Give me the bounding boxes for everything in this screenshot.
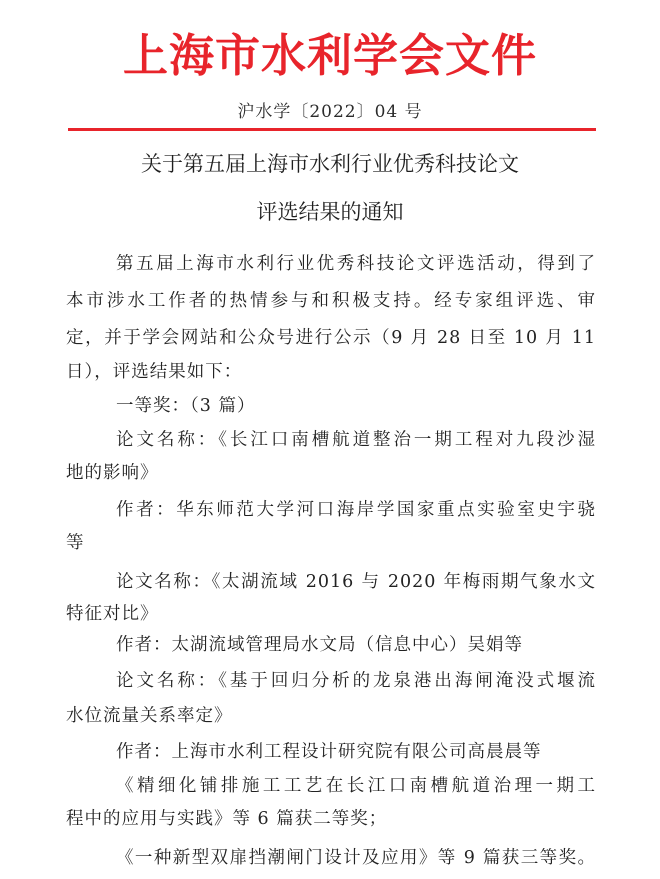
paper-title-line: 特征对比》: [66, 604, 159, 624]
intro-paragraph-line: 日），评选结果如下：: [66, 362, 243, 382]
intro-paragraph-line: 本市涉水工作者的热情参与和积极支持。经专家组评选、审: [66, 291, 596, 311]
issuer-header-title: 上海市水利学会文件: [122, 29, 537, 82]
notice-title-line-1: 关于第五届上海市水利行业优秀科技论文: [141, 152, 519, 176]
paper-author-line: 作者：上海市水利工程设计研究院有限公司高晨晨等: [116, 742, 542, 762]
paper-title-line: 论文名称：《太湖流域 2016 与 2020 年梅雨期气象水文: [116, 572, 596, 592]
paper-title-line: 论文名称：《长江口南槽航道整治一期工程对九段沙湿: [116, 430, 596, 450]
notice-title-line-2: 评选结果的通知: [256, 200, 404, 224]
paper-author-line: 作者：太湖流域管理局水文局（信息中心）吴娟等: [116, 635, 523, 655]
third-prize-line: 《一种新型双扉挡潮闸门设计及应用》等 9 篇获三等奖。: [116, 848, 596, 868]
intro-paragraph-line: 定，并于学会网站和公众号进行公示（9 月 28 日至 10 月 11: [66, 328, 596, 348]
paper-title-line: 水位流量关系率定》: [66, 706, 233, 726]
document-number: 沪水学〔2022〕04 号: [237, 102, 423, 122]
red-divider-line: [68, 128, 596, 131]
paper-title-line: 论文名称：《基于回归分析的龙泉港出海闸淹没式堰流: [116, 671, 596, 691]
paper-author-line: 等: [66, 533, 85, 553]
second-prize-line: 《精细化铺排施工工艺在长江口南槽航道治理一期工: [116, 776, 596, 796]
paper-title-line: 地的影响》: [66, 463, 159, 483]
second-prize-line: 程中的应用与实践》等 6 篇获二等奖；: [66, 809, 388, 829]
intro-paragraph-line: 第五届上海市水利行业优秀科技论文评选活动，得到了: [116, 254, 596, 274]
first-prize-heading: 一等奖：（3 篇）: [116, 396, 256, 416]
paper-author-line: 作者：华东师范大学河口海岸学国家重点实验室史宇骁: [116, 500, 596, 520]
